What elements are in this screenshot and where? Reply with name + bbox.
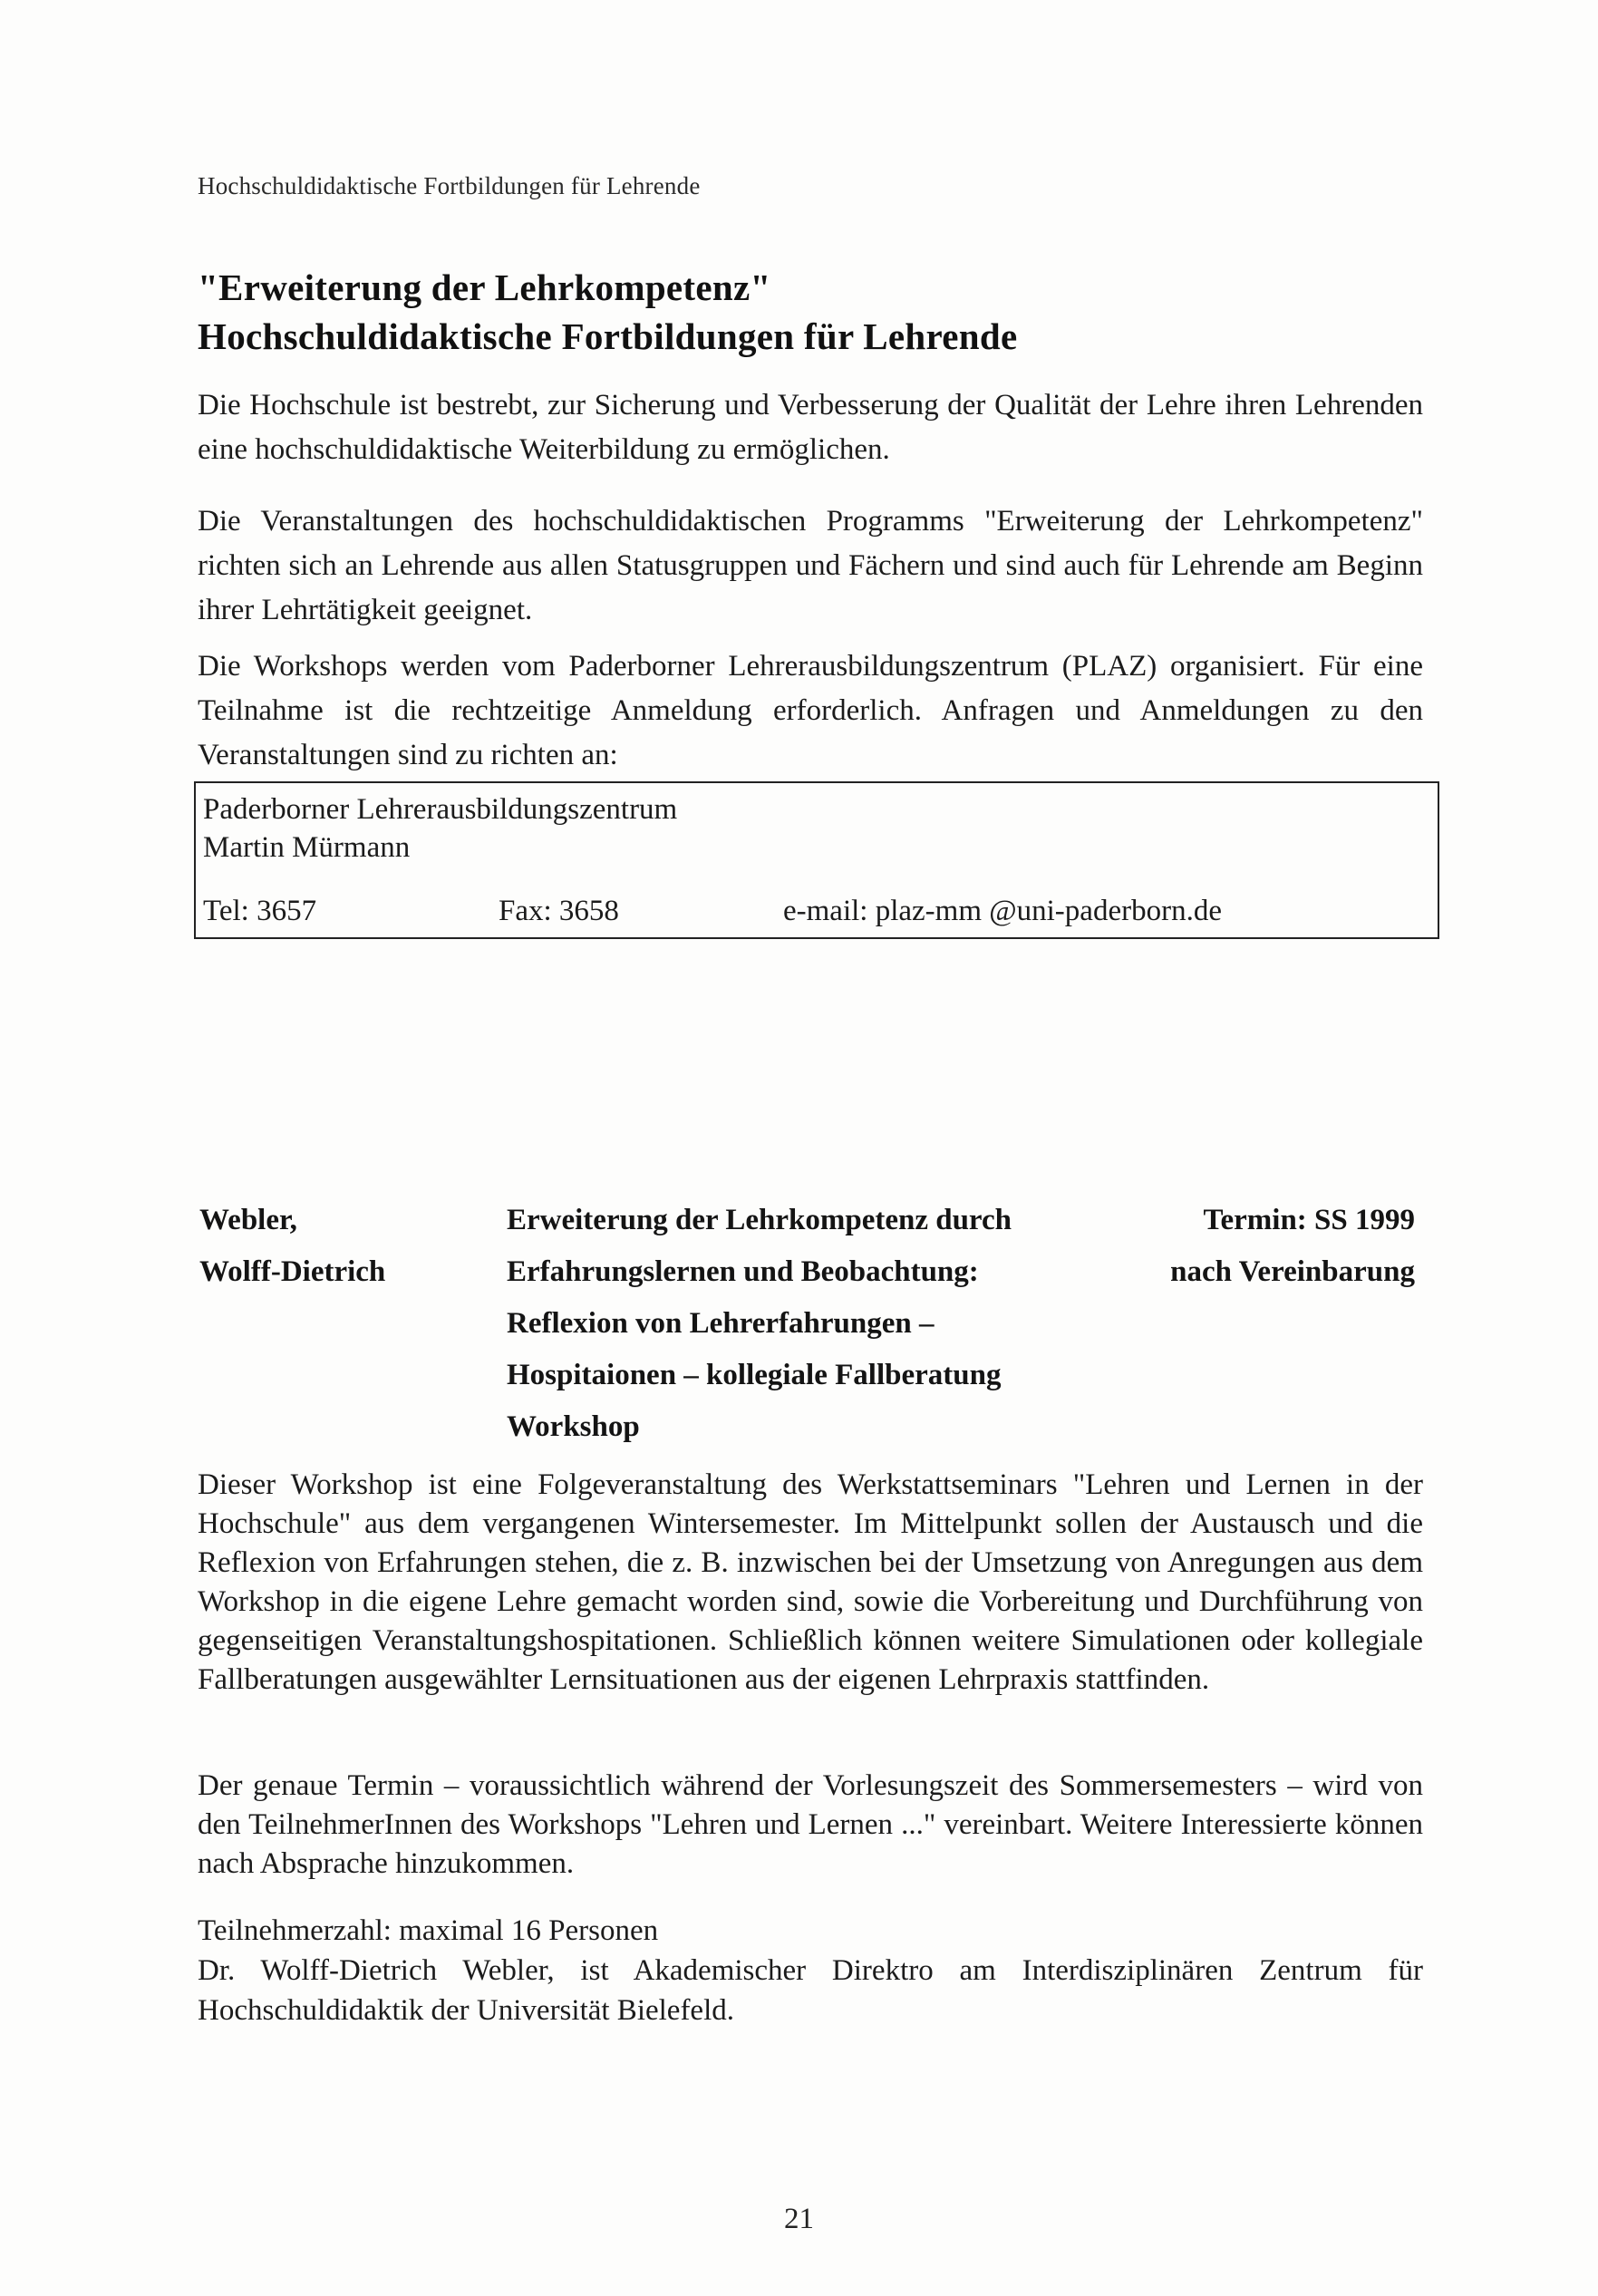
- participants-and-bio: [198, 1911, 1423, 2030]
- course-title-line: Erfahrungslernen und Beobachtung:: [507, 1255, 979, 1288]
- contact-email: e-mail: plaz-mm @uni-paderborn.de: [783, 895, 1222, 927]
- title-line-1: "Erweiterung der Lehrkompetenz": [198, 266, 771, 308]
- course-termin: [1170, 1195, 1415, 1298]
- intro-paragraph-3: Die Workshops werden vom Paderborner Lehrerausbildungszentrum (PLAZ) organisiert. Für eine Teilnahme ist die rechtzeitige Anmeldung erforderlich. Anfragen und Anmeldungen zu den Veranstaltungen sind zu richten an:: [198, 650, 1423, 771]
- course-termin-line: nach Vereinbarung: [1170, 1255, 1415, 1288]
- course-title: [507, 1195, 1012, 1453]
- course-author-line: Webler,: [199, 1204, 297, 1236]
- contact-person: Martin Mürmann: [203, 831, 411, 864]
- intro-paragraph-1: Die Hochschule ist bestrebt, zur Sicherung und Verbesserung der Qualität der Lehre ihren Lehrenden eine hochschuldidaktische Weiterbildung zu ermöglichen.: [198, 389, 1423, 466]
- document-title: [198, 263, 1421, 361]
- contact-fax: Fax: 3658: [499, 895, 619, 927]
- page-number: 21: [784, 2203, 814, 2235]
- contact-box: [194, 781, 1439, 939]
- course-title-line: Workshop: [507, 1410, 640, 1443]
- course-title-line: Erweiterung der Lehrkompetenz durch: [507, 1204, 1012, 1236]
- contact-tel: Tel: 3657: [203, 895, 317, 927]
- course-title-line: Hospitaionen – kollegiale Fallberatung: [507, 1359, 1002, 1391]
- lecturer-bio: Dr. Wolff-Dietrich Webler, ist Akademischer Direktro am Interdisziplinären Zentrum für Hochschuldidaktik der Universität Bielefeld.: [198, 1954, 1423, 2027]
- schedule-paragraph: Der genaue Termin – voraussichtlich während der Vorlesungszeit des Sommersemesters – wird von den TeilnehmerInnen des Workshops "Lehren und Lernen ..." vereinbart. Weitere Interessierte können nach Absprache hinzukommen.: [198, 1769, 1423, 1880]
- course-termin-line: Termin: SS 1999: [1203, 1204, 1415, 1236]
- course-entry: [0, 1195, 1598, 1467]
- intro-paragraph-2: Die Veranstaltungen des hochschuldidaktischen Programms "Erweiterung der Lehrkompetenz" richten sich an Lehrende aus allen Statusgruppen und Fächern und sind auch für Lehrende am Beginn ihrer Lehrtätigkeit geeignet.: [198, 505, 1423, 626]
- running-header: Hochschuldidaktische Fortbildungen für Lehrende: [198, 172, 701, 199]
- contact-organization: Paderborner Lehrerausbildungszentrum: [203, 793, 678, 826]
- participants-line: Teilnehmerzahl: maximal 16 Personen: [198, 1914, 659, 1947]
- description-paragraph: Dieser Workshop ist eine Folgeveranstaltung des Werkstattseminars "Lehren und Lernen in der Hochschule" aus dem vergangenen Wintersemester. Im Mittelpunkt sollen der Austausch und die Reflexion von Erfahrungen stehen, die z. B. inzwischen bei der Umsetzung von Anregungen aus dem Workshop in die eigene Lehre gemacht worden sind, sowie die Vorbereitung und Durchführung von gegenseitigen Veranstaltungshospitationen. Schließlich können weitere Simulationen oder kollegiale Fallberatungen ausgewählter Lernsituationen aus der eigenen Lehrpraxis stattfinden.: [198, 1468, 1423, 1696]
- course-author: [199, 1195, 385, 1298]
- title-line-2: Hochschuldidaktische Fortbildungen für Lehrende: [198, 315, 1018, 357]
- course-author-line: Wolff-Dietrich: [199, 1255, 386, 1288]
- course-title-line: Reflexion von Lehrerfahrungen –: [507, 1307, 935, 1340]
